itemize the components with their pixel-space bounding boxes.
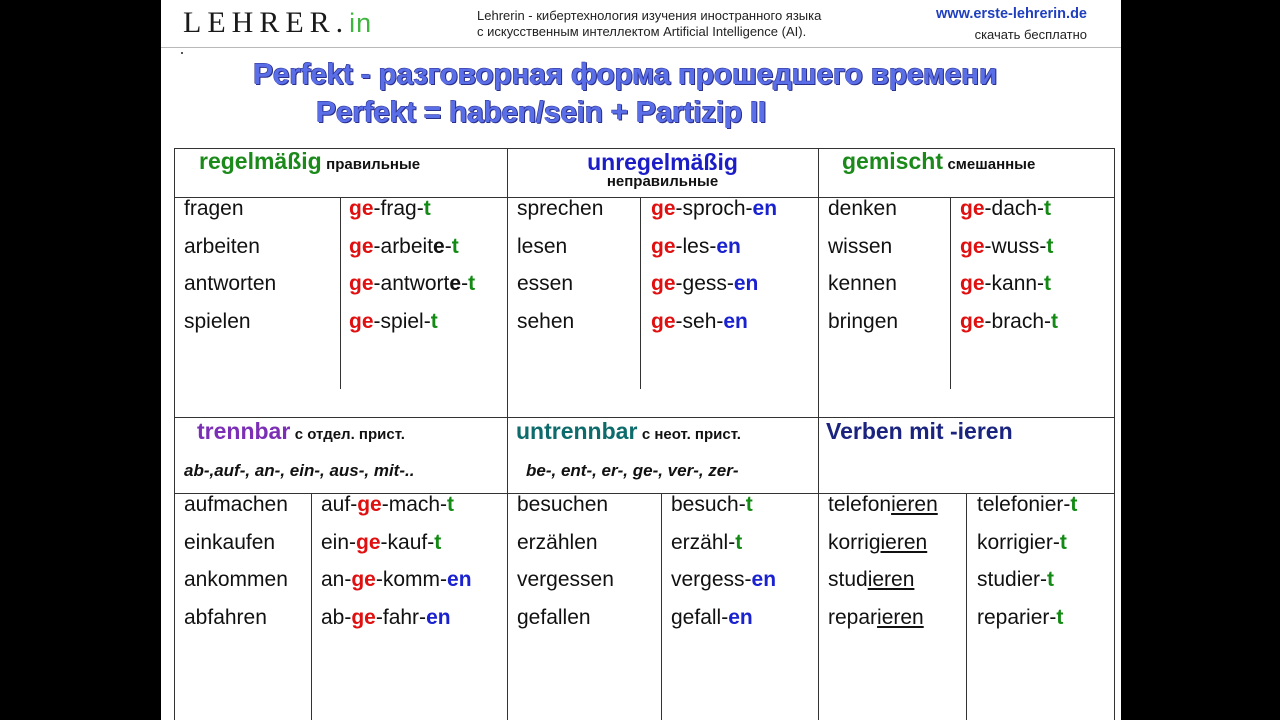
ge-prefix: ge [349, 272, 374, 295]
partizip-separable [321, 493, 454, 517]
stem-part: -kauf- [380, 530, 435, 554]
ending: t [451, 234, 459, 258]
stem-part: -fahr- [375, 605, 427, 629]
stem-part: ein- [321, 530, 357, 554]
partizip-regular [349, 197, 431, 221]
infinitive-irregular: essen [517, 272, 574, 295]
verb-stem: stud [828, 568, 868, 591]
stem-part: -frag- [373, 197, 424, 220]
ending: en [733, 272, 759, 295]
ge-prefix: ge [351, 568, 376, 591]
download-link[interactable]: скачать бесплатно [974, 27, 1087, 42]
ge-prefix: ge [349, 234, 374, 258]
stem-part: erzähl- [671, 530, 736, 554]
header-irregular-sub: неправильные [606, 173, 719, 190]
ge-prefix: ge [651, 272, 676, 295]
ending: t [423, 197, 431, 220]
partizip-irregular [651, 197, 777, 221]
stem-part: -wuss- [984, 234, 1047, 258]
infinitive-ieren [828, 493, 938, 517]
ending: t [735, 530, 743, 554]
stem-part: -brach- [984, 309, 1052, 333]
header-ieren-name: Verben mit -ieren [826, 418, 1013, 444]
ieren-suffix: ieren [877, 605, 924, 629]
partizip-ieren [977, 606, 1063, 630]
ending: t [1046, 234, 1054, 258]
partizip-separable [321, 531, 441, 555]
stem-part: -mach- [381, 493, 448, 516]
stem-part: gefall- [671, 605, 729, 629]
ending: t [1056, 605, 1064, 629]
header-description-line: Lehrerin - кибертехнология изучения иностранного языка [477, 8, 822, 23]
sub-column-divider [311, 494, 312, 720]
stem-part: vergess- [671, 568, 752, 591]
ending: en [751, 568, 777, 591]
partizip-inseparable [671, 568, 776, 592]
ieren-suffix: ieren [891, 493, 938, 516]
infinitive-ieren [828, 531, 927, 555]
stem-part: -komm- [375, 568, 448, 591]
infinitive-regular: fragen [184, 197, 244, 220]
infinitive-irregular: sehen [517, 309, 575, 333]
dot-mark [181, 52, 183, 54]
stem-part: ab- [321, 605, 352, 629]
page-subtitle: Perfekt = haben/sein + Partizip II [316, 96, 766, 129]
ge-prefix: ge [651, 234, 676, 258]
header-mixed-name: gemischt [842, 148, 943, 174]
ge-prefix: ge [349, 309, 374, 333]
partizip-ieren [977, 493, 1077, 517]
stem-part: auf- [321, 493, 358, 516]
stem-part: -sproch- [675, 197, 753, 220]
infinitive-separable: ankommen [184, 568, 288, 591]
ending: t [745, 493, 753, 516]
ieren-suffix: ieren [867, 568, 915, 591]
header-separable-sub: с отдел. прист. [294, 426, 405, 443]
ge-prefix: ge [960, 272, 985, 295]
partizip-mixed [960, 272, 1051, 296]
partizip-mixed [960, 235, 1053, 259]
header-regular-sub: правильные [326, 156, 421, 173]
ge-prefix: ge [960, 234, 985, 258]
sub-column-divider [640, 198, 641, 389]
header-separable [197, 418, 405, 445]
ge-prefix: ge [651, 197, 676, 220]
header-description [477, 8, 821, 40]
header-regular [199, 148, 420, 175]
ge-prefix: ge [651, 309, 676, 333]
partizip-irregular [651, 310, 748, 334]
stem-part: -kann- [984, 272, 1045, 295]
logo-text: LEHRER. [183, 6, 350, 39]
ending: en [723, 309, 748, 333]
partizip-inseparable [671, 606, 753, 630]
stem-part: korrigier- [977, 530, 1060, 554]
stem-part: -antwort [373, 272, 450, 295]
partizip-inseparable [671, 493, 753, 517]
stem-part: -arbeit [373, 234, 434, 258]
worksheet [161, 0, 1121, 720]
ending: t [1047, 568, 1055, 591]
website-link[interactable]: www.erste-lehrerin.de [936, 6, 1087, 22]
ieren-suffix: ieren [880, 530, 928, 554]
infinitive-regular: antworten [184, 272, 277, 295]
sub-column-divider [340, 198, 341, 389]
ending: t [1070, 493, 1078, 516]
table-border-left [174, 148, 175, 720]
ge-prefix: ge [960, 197, 985, 220]
stem-part: reparier- [977, 605, 1057, 629]
ending: en [426, 605, 451, 629]
stem-part: -gess- [675, 272, 734, 295]
stem-part: -spiel- [373, 309, 431, 333]
ge-prefix: ge [357, 493, 382, 516]
infinitive-irregular: lesen [517, 234, 568, 258]
infinitive-separable: aufmachen [184, 493, 288, 516]
partizip-inseparable [671, 531, 742, 555]
partizip-regular [349, 310, 438, 334]
infinitive-mixed: kennen [828, 272, 897, 295]
stem-part: studier- [977, 568, 1048, 591]
infinitive-mixed: wissen [828, 234, 893, 258]
header-mixed-sub: смешанные [947, 156, 1036, 173]
infinitive-ieren [828, 606, 924, 630]
header-separable-name: trennbar [197, 418, 291, 444]
header-divider [174, 493, 1115, 494]
column-divider [507, 148, 508, 720]
header-inseparable-name: untrennbar [516, 418, 638, 444]
verb-stem: telefon [828, 493, 892, 516]
partizip-ieren [977, 568, 1054, 592]
ge-prefix: ge [351, 605, 376, 629]
stem-part: -dach- [984, 197, 1045, 220]
logo-suffix: in [349, 8, 373, 38]
verb-table [174, 148, 1114, 720]
ending: t [1044, 197, 1052, 220]
stem-part: e [449, 272, 462, 295]
sub-column-divider [966, 494, 967, 720]
stem-part: telefonier- [977, 493, 1071, 516]
header-regular-name: regelmäßig [199, 148, 322, 174]
partizip-mixed [960, 310, 1058, 334]
sub-column-divider [950, 198, 951, 389]
partizip-irregular [651, 235, 741, 259]
partizip-irregular [651, 272, 758, 296]
ending: t [468, 272, 476, 295]
infinitive-regular: arbeiten [184, 234, 260, 258]
stem-part: - [461, 272, 469, 295]
partizip-mixed [960, 197, 1051, 221]
infinitive-irregular: sprechen [517, 197, 604, 220]
separable-prefixes: ab-,auf-, an-, ein-, aus-, mit-.. [184, 461, 415, 480]
stem-part: an- [321, 568, 352, 591]
infinitive-mixed: denken [828, 197, 897, 220]
header-irregular [507, 148, 818, 190]
header-ieren [826, 418, 1013, 445]
infinitive-regular: spielen [184, 309, 251, 333]
ge-prefix: ge [960, 309, 985, 333]
infinitive-mixed: bringen [828, 309, 899, 333]
infinitive-inseparable: erzählen [517, 530, 598, 554]
partizip-regular [349, 272, 475, 296]
infinitive-ieren [828, 568, 914, 592]
page-title: Perfekt - разговорная форма прошедшего времени [252, 58, 997, 91]
inseparable-prefixes: be-, ent-, er-, ge-, ver-, zer- [526, 461, 739, 480]
ending: en [752, 197, 778, 220]
ending: en [716, 234, 741, 258]
ending: t [1044, 272, 1052, 295]
header-description-line: с искусственным интеллектом Artificial Intelligence (AI). [477, 24, 807, 39]
ending: t [434, 530, 442, 554]
infinitive-separable: abfahren [184, 605, 267, 629]
ge-prefix: ge [349, 197, 374, 220]
stem-part: -les- [675, 234, 717, 258]
ending: t [1051, 309, 1059, 333]
logo[interactable] [183, 6, 372, 40]
infinitive-inseparable: gefallen [517, 605, 591, 629]
ending: en [728, 605, 753, 629]
ending: t [1059, 530, 1067, 554]
page-header [161, 0, 1121, 48]
header-inseparable-sub: с неот. прист. [641, 426, 741, 443]
column-divider [818, 148, 819, 720]
infinitive-separable: einkaufen [184, 530, 276, 554]
partizip-separable [321, 606, 451, 630]
partizip-regular [349, 235, 459, 259]
ge-prefix: ge [356, 530, 381, 554]
partizip-ieren [977, 531, 1067, 555]
ending: en [447, 568, 472, 591]
sub-column-divider [661, 494, 662, 720]
header-irregular-name: unregelmäßig [587, 149, 738, 175]
ending: t [447, 493, 455, 516]
header-inseparable [516, 418, 741, 445]
header-mixed [842, 148, 1035, 175]
ending: t [430, 309, 438, 333]
stem-part: e [433, 234, 445, 258]
stem-part: - [444, 234, 452, 258]
stem-part: -seh- [675, 309, 724, 333]
partizip-separable [321, 568, 472, 592]
verb-stem: korrig [828, 530, 881, 554]
verb-stem: repar [828, 605, 878, 629]
infinitive-inseparable: besuchen [517, 493, 609, 516]
stem-part: besuch- [671, 493, 746, 516]
infinitive-inseparable: vergessen [517, 568, 614, 591]
table-border-right [1114, 148, 1115, 720]
